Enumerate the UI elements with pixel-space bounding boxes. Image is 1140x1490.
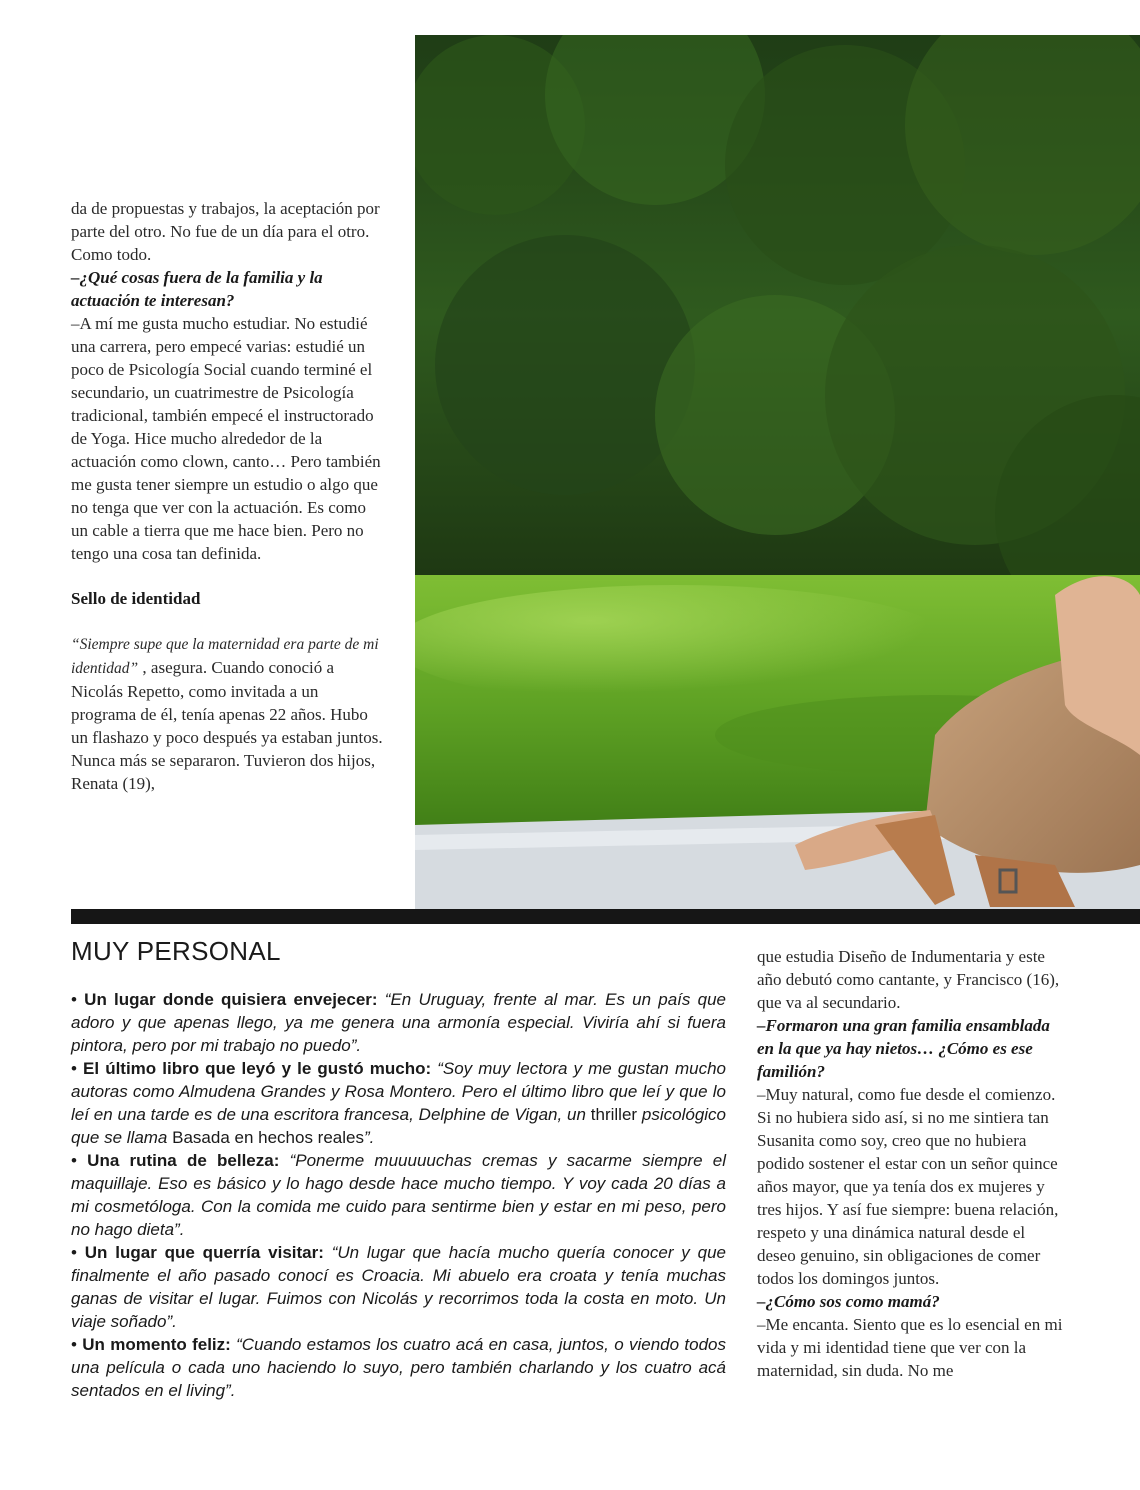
- item-label: Un lugar que querría visitar:: [84, 1243, 324, 1262]
- item-text: “Soy muy lectora y me gustan mucho autoras como Almudena Grandes y Rosa Montero. Pero el último libro que leí y que lo leí en una tarde es de una escritora francesa, Delphine de Vigan, un: [71, 1059, 726, 1124]
- item-text: ”.: [363, 1128, 375, 1147]
- item-text: “Ponerme muuuuuchas cremas y sacarme siempre el maquillaje. Eso es básico y lo hago desde hace mucho tiempo. Y voy cada 20 días a mi cosmetóloga. Con la comida me cuido para sentirme bien y estar en mi peso, pero no hago dieta”.: [71, 1151, 726, 1239]
- right-question-2: –¿Cómo sos como mamá?: [757, 1292, 940, 1311]
- item-text-upright: thriller: [590, 1105, 638, 1124]
- left-column: [71, 197, 386, 795]
- muy-personal-list: [71, 988, 726, 1402]
- right-column: [757, 945, 1067, 1382]
- item-label: Una rutina de belleza:: [87, 1151, 280, 1170]
- right-question-1: –Formaron una gran familia ensamblada en la que ya hay nietos… ¿Cómo es ese familión?: [757, 1016, 1050, 1081]
- item-text: “Un lugar que hacía mucho quería conocer y que finalmente el año pasado conocí es Croacia. Mi abuelo era croata y tenía muchas ganas de visitar el lugar. Fuimos con Nicolás y recorrimos toda la costa en moto. Un viaje soñado”.: [71, 1243, 726, 1331]
- list-item: [71, 1241, 726, 1333]
- pull-quote: “Siempre supe que la maternidad era parte de mi identidad”: [71, 636, 379, 677]
- bullet: •: [71, 990, 85, 1009]
- bullet: •: [71, 1059, 84, 1078]
- list-item: [71, 1333, 726, 1402]
- right-paragraph-1: que estudia Diseño de Indumentaria y este año debutó como cantante, y Francisco (16), que va al secundario.: [757, 947, 1060, 1012]
- item-text: psicológico que se llama: [71, 1105, 726, 1147]
- left-paragraph-1: da de propuestas y trabajos, la aceptación por parte del otro. No fue de un día para el otro. Como todo.: [71, 199, 380, 264]
- bullet: •: [71, 1335, 83, 1354]
- book-title: Basada en hechos reales: [172, 1128, 364, 1147]
- list-item: [71, 1149, 726, 1241]
- muy-personal-title: MUY PERSONAL: [71, 936, 281, 966]
- left-question-1: –¿Qué cosas fuera de la familia y la actuación te interesan?: [71, 268, 323, 310]
- list-item: [71, 988, 726, 1057]
- item-label: Un lugar donde quisiera envejecer:: [84, 990, 378, 1009]
- item-text: “En Uruguay, frente al mar. Es un país que adoro y que apenas llego, ya me genera una armonía especial. Viviría ahí si fuera pintora, pero por mi trabajo no puedo”.: [71, 990, 726, 1055]
- item-label: El último libro que leyó y le gustó mucho:: [83, 1059, 432, 1078]
- left-paragraph-2-text: , asegura. Cuando conoció a Nicolás Repetto, como invitada a un programa de él, tenía apenas 22 años. Hubo un flashazo y poco después ya estaban juntos. Nunca más se separaron. Tuvieron dos hijos, Renata (19),: [71, 658, 383, 793]
- section-divider: [71, 909, 1140, 924]
- left-answer-1: –A mí me gusta mucho estudiar. No estudié una carrera, pero empecé varias: estudié un poco de Psicología Social cuando terminé el secundario, un cuatrimestre de Psicología tradicional, también empecé el instructorado de Yoga. Hice mucho alrededor de la actuación como clown, canto… Pero también me gusta tener siempre un estudio o algo que no tenga que ver con la actuación. Es como un cable a tierra que me hace bien. Pero no tengo una cosa tan definida.: [71, 314, 381, 563]
- left-paragraph-2: [71, 632, 386, 795]
- right-answer-2: –Me encanta. Siento que es lo esencial en mi vida y mi identidad tiene que ver con la maternidad, sin duda. No me: [757, 1315, 1063, 1380]
- section-subheading: Sello de identidad: [71, 589, 201, 608]
- list-item: [71, 1057, 726, 1149]
- garden-photo: [415, 35, 1140, 910]
- bullet: •: [71, 1243, 85, 1262]
- bullet: •: [71, 1151, 88, 1170]
- right-answer-1: –Muy natural, como fue desde el comienzo. Si no hubiera sido así, si no me sintiera tan Susanita como soy, creo que no hubiera podido sostener el estar con un señor quince años mayor, que ya tenía dos ex mujeres y tres hijos. Y así fue siempre: buena relación, respeto y una dinámica natural desde el deseo genuino, sin obligaciones de comer todos los domingos juntos.: [757, 1085, 1059, 1288]
- item-label: Un momento feliz:: [82, 1335, 231, 1354]
- item-text: “Cuando estamos los cuatro acá en casa, juntos, o viendo todos una película o cada uno haciendo lo suyo, pero también charlando y los cuatro acá sentados en el living”.: [71, 1335, 726, 1400]
